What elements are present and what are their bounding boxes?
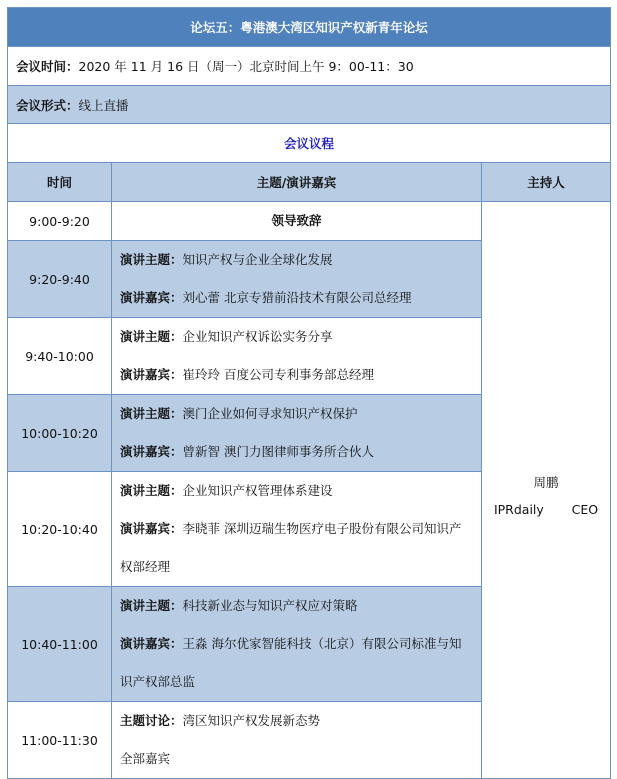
line-label: 演讲嘉宾： [120,521,183,536]
row-line [120,472,473,510]
row-line [120,395,473,433]
row-line [120,510,473,586]
row-content [112,202,482,241]
line-text: 知识产权与企业全球化发展 [182,252,333,267]
line-text: 湾区知识产权发展新态势 [182,713,321,728]
meeting-format [8,86,611,124]
forum-title: 论坛五：粤港澳大湾区知识产权新青年论坛 [8,8,611,47]
line-text: 王淼 海尔优家智能科技（北京）有限公司标准与知识产权部总监 [120,636,462,689]
header-host: 主持人 [482,163,611,202]
row-content [112,702,482,779]
format-value: 线上直播 [78,97,129,113]
agenda-title: 会议议程 [8,124,611,163]
host-cell [482,202,611,779]
line-label: 演讲主题： [120,252,183,267]
host-name: 周鹏 [533,474,559,490]
row-line [120,356,473,394]
time-value: 2020 年 11 月 16 日（周一）北京时间上午 9：00-11：30 [78,59,414,74]
host-title: CEO [571,501,599,517]
line-label: 演讲主题： [120,483,183,498]
row-content [112,241,482,318]
row-time: 10:00-10:20 [8,395,112,472]
row-time: 10:20-10:40 [8,472,112,587]
row-content [112,318,482,395]
row-time: 9:20-9:40 [8,241,112,318]
line-label: 演讲嘉宾： [120,636,183,651]
line-label: 演讲嘉宾： [120,290,183,305]
row-line [120,702,473,740]
time-label: 会议时间： [16,59,79,74]
header-topic: 主题/演讲嘉宾 [112,163,482,202]
line-text: 澳门企业如何寻求知识产权保护 [182,406,358,421]
agenda-table [7,7,611,779]
line-text: 领导致辞 [271,213,322,228]
row-time: 10:40-11:00 [8,587,112,702]
row-line [120,241,473,279]
meeting-time [8,47,611,86]
line-text: 全部嘉宾 [120,751,171,766]
line-text: 企业知识产权管理体系建设 [182,483,333,498]
line-label: 演讲嘉宾： [120,444,183,459]
row-line [120,202,473,240]
line-text: 企业知识产权诉讼实务分享 [182,329,333,344]
row-line [120,587,473,625]
line-label: 演讲主题： [120,406,183,421]
row-time: 9:00-9:20 [8,202,112,241]
row-time: 9:40-10:00 [8,318,112,395]
host-org: IPRdaily [493,501,544,517]
row-content [112,472,482,587]
line-text: 刘心蕾 北京专猎前沿技术有限公司总经理 [182,290,412,305]
line-label: 演讲主题： [120,598,183,613]
row-line [120,433,473,471]
line-label: 主题讨论： [120,713,183,728]
line-text: 科技新业态与知识产权应对策略 [182,598,358,613]
row-content [112,587,482,702]
host-affiliation [490,502,602,517]
row-time: 11:00-11:30 [8,702,112,779]
header-time: 时间 [8,163,112,202]
line-label: 演讲主题： [120,329,183,344]
row-line [120,318,473,356]
row-line [120,740,473,778]
line-text: 李晓菲 深圳迈瑞生物医疗电子股份有限公司知识产权部经理 [120,521,462,574]
agenda-row [8,202,611,241]
row-line [120,625,473,701]
line-text: 崔玲玲 百度公司专利事务部总经理 [182,367,374,382]
row-line [120,279,473,317]
format-label: 会议形式： [16,97,79,113]
line-text: 曾新智 澳门力图律师事务所合伙人 [182,444,374,459]
row-content [112,395,482,472]
line-label: 演讲嘉宾： [120,367,183,382]
